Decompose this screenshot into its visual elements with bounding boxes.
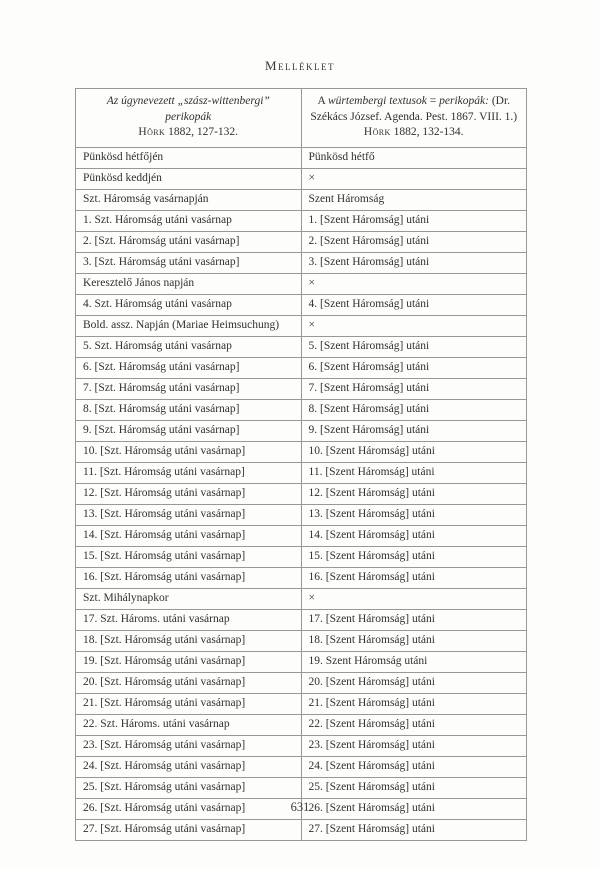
left-column-source-name: Hörk <box>138 126 166 139</box>
wurttemberg-pericope-cell: × <box>301 273 527 294</box>
header-cell-right <box>301 89 527 148</box>
saxon-wittenberg-pericope-cell: 5. Szt. Háromság utáni vasárnap <box>76 336 302 357</box>
table-row <box>76 546 527 567</box>
table-row <box>76 231 527 252</box>
right-column-title-italic-1: würtembergi textusok <box>327 95 427 107</box>
wurttemberg-pericope-cell: 12. [Szent Háromság] utáni <box>301 483 527 504</box>
right-column-source-name: Hörk <box>363 126 391 139</box>
saxon-wittenberg-pericope-cell: 25. [Szt. Háromság utáni vasárnap] <box>76 777 302 798</box>
table-header <box>76 89 527 148</box>
wurttemberg-pericope-cell: 24. [Szent Háromság] utáni <box>301 756 527 777</box>
wurttemberg-pericope-cell: 8. [Szent Háromság] utáni <box>301 399 527 420</box>
table-row <box>76 252 527 273</box>
saxon-wittenberg-pericope-cell: 6. [Szt. Háromság utáni vasárnap] <box>76 357 302 378</box>
wurttemberg-pericope-cell: 17. [Szent Háromság] utáni <box>301 609 527 630</box>
table-row <box>76 651 527 672</box>
wurttemberg-pericope-cell: 21. [Szent Háromság] utáni <box>301 693 527 714</box>
pericope-comparison-table <box>75 88 527 841</box>
table-row <box>76 630 527 651</box>
wurttemberg-pericope-cell: 4. [Szent Háromság] utáni <box>301 294 527 315</box>
wurttemberg-pericope-cell: 19. Szent Háromság utáni <box>301 651 527 672</box>
wurttemberg-pericope-cell: 7. [Szent Háromság] utáni <box>301 378 527 399</box>
wurttemberg-pericope-cell: 16. [Szent Háromság] utáni <box>301 567 527 588</box>
table-row <box>76 609 527 630</box>
wurttemberg-pericope-cell: × <box>301 588 527 609</box>
saxon-wittenberg-pericope-cell: 24. [Szt. Háromság utáni vasárnap] <box>76 756 302 777</box>
table-row <box>76 483 527 504</box>
wurttemberg-pericope-cell: × <box>301 168 527 189</box>
table-row <box>76 672 527 693</box>
right-column-source-citation: 1882, 132-134. <box>390 126 464 139</box>
header-row <box>76 89 527 148</box>
table-row <box>76 147 527 168</box>
table-row <box>76 735 527 756</box>
table-row <box>76 567 527 588</box>
saxon-wittenberg-pericope-cell: 4. Szt. Háromság utáni vasárnap <box>76 294 302 315</box>
saxon-wittenberg-pericope-cell: 8. [Szt. Háromság utáni vasárnap] <box>76 399 302 420</box>
saxon-wittenberg-pericope-cell: 23. [Szt. Háromság utáni vasárnap] <box>76 735 302 756</box>
wurttemberg-pericope-cell: 18. [Szent Háromság] utáni <box>301 630 527 651</box>
saxon-wittenberg-pericope-cell: 11. [Szt. Háromság utáni vasárnap] <box>76 462 302 483</box>
saxon-wittenberg-pericope-cell: 13. [Szt. Háromság utáni vasárnap] <box>76 504 302 525</box>
saxon-wittenberg-pericope-cell: 2. [Szt. Háromság utáni vasárnap] <box>76 231 302 252</box>
left-column-source-citation: 1882, 127-132. <box>165 126 239 139</box>
saxon-wittenberg-pericope-cell: 1. Szt. Háromság utáni vasárnap <box>76 210 302 231</box>
wurttemberg-pericope-cell: 1. [Szent Háromság] utáni <box>301 210 527 231</box>
wurttemberg-pericope-cell: 10. [Szent Háromság] utáni <box>301 441 527 462</box>
left-column-title: Az úgynevezett „szász-wittenbergi” perikopák <box>106 95 270 123</box>
table-row <box>76 693 527 714</box>
right-column-title-italic-2: perikopák: <box>439 95 489 107</box>
saxon-wittenberg-pericope-cell: 27. [Szt. Háromság utáni vasárnap] <box>76 819 302 840</box>
wurttemberg-pericope-cell: Szent Háromság <box>301 189 527 210</box>
wurttemberg-pericope-cell: 5. [Szent Háromság] utáni <box>301 336 527 357</box>
table-row <box>76 714 527 735</box>
saxon-wittenberg-pericope-cell: 21. [Szt. Háromság utáni vasárnap] <box>76 693 302 714</box>
saxon-wittenberg-pericope-cell: 10. [Szt. Háromság utáni vasárnap] <box>76 441 302 462</box>
wurttemberg-pericope-cell: 6. [Szent Háromság] utáni <box>301 357 527 378</box>
saxon-wittenberg-pericope-cell: 14. [Szt. Háromság utáni vasárnap] <box>76 525 302 546</box>
table-row <box>76 273 527 294</box>
right-column-title-plain-3: (Dr. Székács József. Agenda. Pest. 1867. VIII. 1.) <box>310 95 518 123</box>
table-row <box>76 315 527 336</box>
saxon-wittenberg-pericope-cell: Keresztelő János napján <box>76 273 302 294</box>
wurttemberg-pericope-cell: 20. [Szent Háromság] utáni <box>301 672 527 693</box>
saxon-wittenberg-pericope-cell: Pünkösd keddjén <box>76 168 302 189</box>
table-row <box>76 399 527 420</box>
wurttemberg-pericope-cell: 9. [Szent Háromság] utáni <box>301 420 527 441</box>
table-row <box>76 357 527 378</box>
table-row <box>76 294 527 315</box>
saxon-wittenberg-pericope-cell: Pünkösd hétfőjén <box>76 147 302 168</box>
table-body <box>76 147 527 840</box>
wurttemberg-pericope-cell: 3. [Szent Háromság] utáni <box>301 252 527 273</box>
table-row <box>76 378 527 399</box>
saxon-wittenberg-pericope-cell: 3. [Szt. Háromság utáni vasárnap] <box>76 252 302 273</box>
table-row <box>76 441 527 462</box>
table-row <box>76 777 527 798</box>
saxon-wittenberg-pericope-cell: 26. [Szt. Háromság utáni vasárnap] <box>76 798 302 819</box>
table-row <box>76 189 527 210</box>
header-cell-left <box>76 89 302 148</box>
right-column-title-plain-2: = <box>426 95 440 107</box>
saxon-wittenberg-pericope-cell: 9. [Szt. Háromság utáni vasárnap] <box>76 420 302 441</box>
wurttemberg-pericope-cell: 22. [Szent Háromság] utáni <box>301 714 527 735</box>
wurttemberg-pericope-cell: 25. [Szent Háromság] utáni <box>301 777 527 798</box>
wurttemberg-pericope-cell: 11. [Szent Háromság] utáni <box>301 462 527 483</box>
saxon-wittenberg-pericope-cell: 16. [Szt. Háromság utáni vasárnap] <box>76 567 302 588</box>
table-row <box>76 210 527 231</box>
wurttemberg-pericope-cell: 14. [Szent Háromság] utáni <box>301 525 527 546</box>
table-row <box>76 819 527 840</box>
wurttemberg-pericope-cell: 26. [Szent Háromság] utáni <box>301 798 527 819</box>
table-row <box>76 504 527 525</box>
saxon-wittenberg-pericope-cell: 22. Szt. Hároms. utáni vasárnap <box>76 714 302 735</box>
saxon-wittenberg-pericope-cell: Szt. Háromság vasárnapján <box>76 189 302 210</box>
wurttemberg-pericope-cell: 2. [Szent Háromság] utáni <box>301 231 527 252</box>
table-row <box>76 462 527 483</box>
saxon-wittenberg-pericope-cell: 18. [Szt. Háromság utáni vasárnap] <box>76 630 302 651</box>
saxon-wittenberg-pericope-cell: 15. [Szt. Háromság utáni vasárnap] <box>76 546 302 567</box>
table-row <box>76 756 527 777</box>
wurttemberg-pericope-cell: Pünkösd hétfő <box>301 147 527 168</box>
saxon-wittenberg-pericope-cell: 20. [Szt. Háromság utáni vasárnap] <box>76 672 302 693</box>
running-head: Melléklet <box>264 58 336 73</box>
saxon-wittenberg-pericope-cell: 17. Szt. Hároms. utáni vasárnap <box>76 609 302 630</box>
saxon-wittenberg-pericope-cell: Szt. Mihálynapkor <box>76 588 302 609</box>
table-row <box>76 420 527 441</box>
table-row <box>76 336 527 357</box>
wurttemberg-pericope-cell: 13. [Szent Háromság] utáni <box>301 504 527 525</box>
saxon-wittenberg-pericope-cell: 7. [Szt. Háromság utáni vasárnap] <box>76 378 302 399</box>
table-row <box>76 168 527 189</box>
page-number: 631 <box>290 800 310 814</box>
table-row <box>76 525 527 546</box>
table-row <box>76 588 527 609</box>
wurttemberg-pericope-cell: 23. [Szent Háromság] utáni <box>301 735 527 756</box>
right-column-title-plain-1: A <box>317 95 328 107</box>
wurttemberg-pericope-cell: × <box>301 315 527 336</box>
wurttemberg-pericope-cell: 27. [Szent Háromság] utáni <box>301 819 527 840</box>
saxon-wittenberg-pericope-cell: Bold. assz. Napján (Mariae Heimsuchung) <box>76 315 302 336</box>
saxon-wittenberg-pericope-cell: 19. [Szt. Háromság utáni vasárnap] <box>76 651 302 672</box>
saxon-wittenberg-pericope-cell: 12. [Szt. Háromság utáni vasárnap] <box>76 483 302 504</box>
wurttemberg-pericope-cell: 15. [Szent Háromság] utáni <box>301 546 527 567</box>
